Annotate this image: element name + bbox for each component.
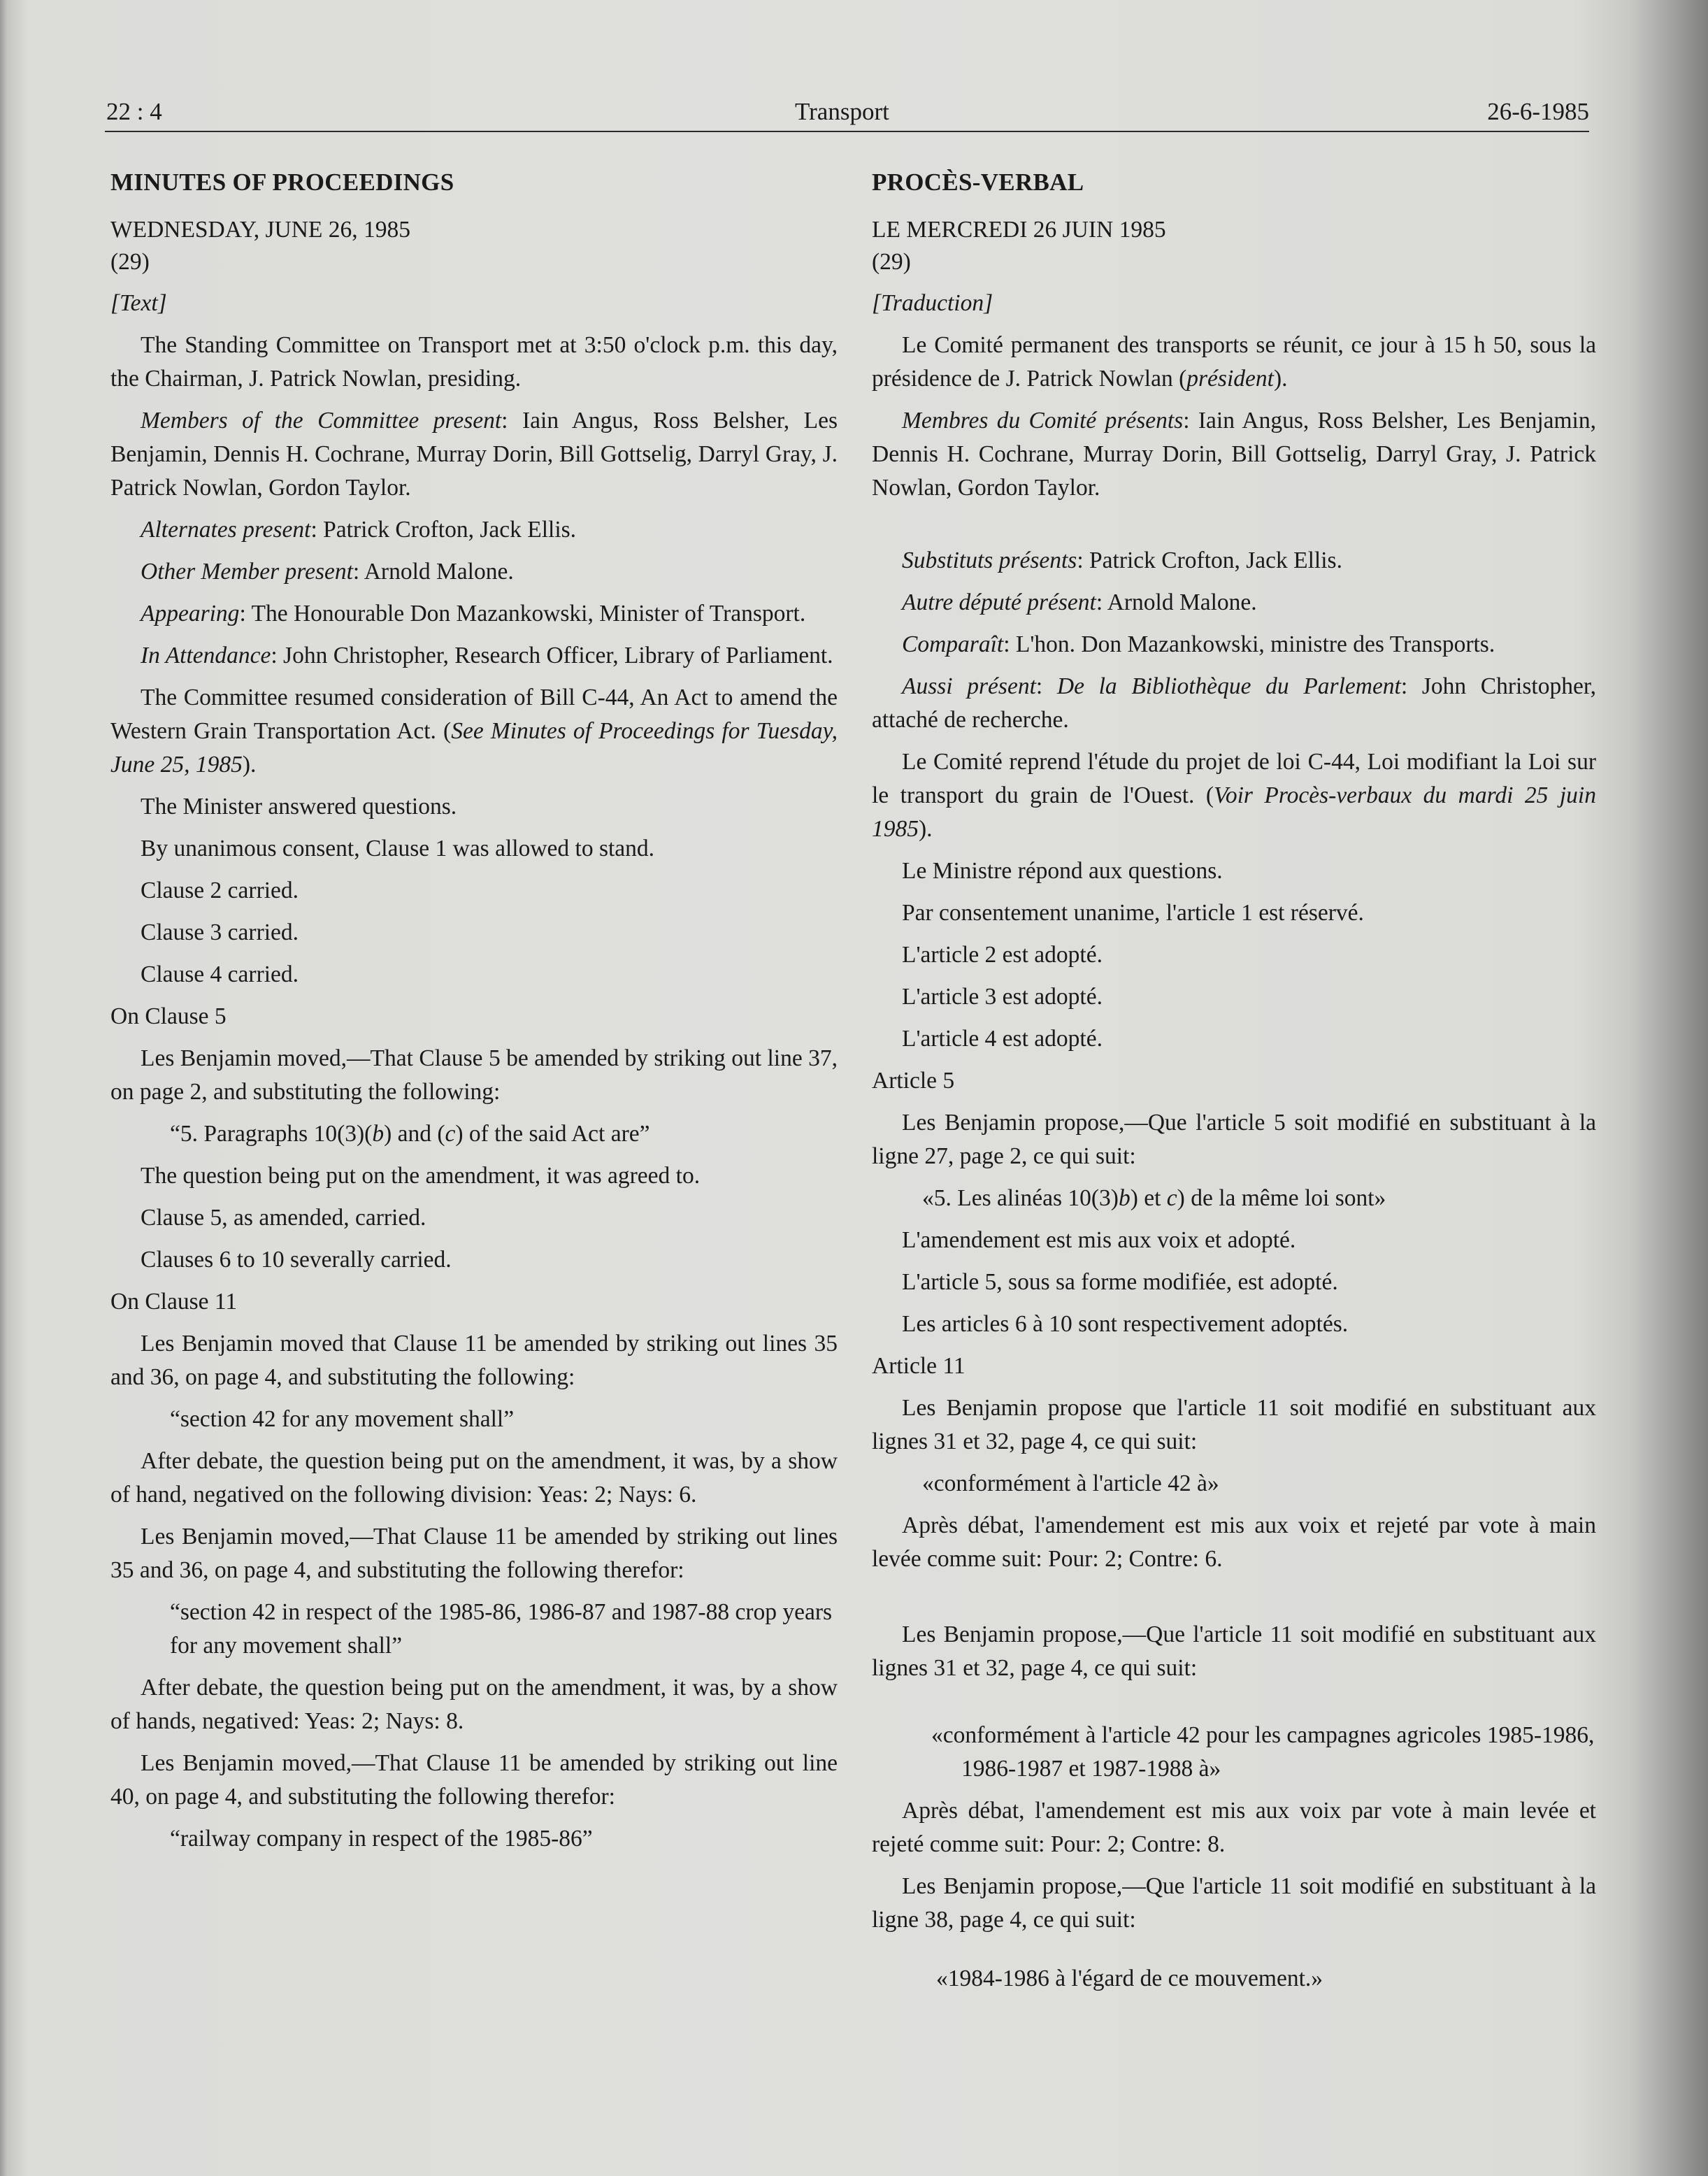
aussi-text: : John Christopher, attaché de recherche. <box>872 673 1597 733</box>
met-end: ). <box>1273 366 1288 392</box>
aussi-bibliotheque: De la Bibliothèque du Parlement <box>1056 673 1401 699</box>
english-on-clause5: On Clause 5 <box>110 1003 227 1029</box>
french-meeting-opening <box>872 329 1596 396</box>
french-art3: L'article 3 est adopté. <box>902 984 1103 1010</box>
alternates-label: Alternates present <box>141 517 311 543</box>
substituts-label: Substituts présents <box>902 547 1077 573</box>
quote5-part: “5. Paragraphs 10(3)( <box>170 1121 373 1147</box>
french-quote5 <box>872 1182 1596 1215</box>
quote5-part: ) of the said Act are” <box>455 1121 650 1147</box>
english-moved11c: Les Benjamin moved,—That Clause 11 be amended by striking out line 40, on page 4, and substituting the following therefor: <box>110 1750 838 1810</box>
alternates-list: : Patrick Crofton, Jack Ellis. <box>310 517 577 543</box>
autre-label: Autre député présent <box>902 589 1096 615</box>
french-date <box>872 214 1596 278</box>
attendance-label: In Attendance <box>141 643 271 668</box>
french-art4: L'article 4 est adopté. <box>902 1026 1103 1052</box>
quote5-part: ) et <box>1130 1185 1167 1211</box>
english-quote11b: “section 42 in respect of the 1985-86, 1986-87 and 1987-88 crop years for any movement shall” <box>170 1599 833 1659</box>
french-arts6-10: Les articles 6 à 10 sont respectivement adoptés. <box>902 1311 1349 1337</box>
page-date: 26-6-1985 <box>1487 98 1589 125</box>
french-amend5: L'amendement est mis aux voix et adopté. <box>902 1227 1296 1253</box>
members-list: : Iain Angus, Ross Belsher, Les Benjamin, Dennis H. Cochrane, Murray Dorin, Bill Gottselig, Darryl Gray, J. Patrick Nowlan, Gordon Taylor. <box>110 408 838 501</box>
english-attendance <box>110 639 838 673</box>
french-column <box>872 165 1596 2004</box>
french-propose5: Les Benjamin propose,—Que l'article 5 soit modifié en substituant à la ligne 27, page 2, ce qui suit: <box>872 1110 1596 1169</box>
french-propose11c: Les Benjamin propose,—Que l'article 11 soit modifié en substituant à la ligne 38, page 4, ce qui suit: <box>872 1873 1596 1933</box>
french-substituts <box>872 544 1596 578</box>
english-other-member <box>110 555 838 589</box>
english-moved5: Les Benjamin moved,—That Clause 5 be amended by striking out line 37, on page 2, and substituting the following: <box>110 1045 838 1105</box>
english-moved11a: Les Benjamin moved that Clause 11 be amended by striking out lines 35 and 36, on page 4, and substituting the following: <box>110 1331 838 1390</box>
reprend-reference: Voir Procès-verbaux du mardi 25 juin 1985 <box>872 782 1596 842</box>
quote5-c: c <box>1166 1185 1177 1211</box>
french-propose11b: Les Benjamin propose,—Que l'article 11 soit modifié en substituant aux lignes 31 et 32, page 4, ce qui suit: <box>872 1622 1596 1681</box>
header-rule <box>105 131 1589 132</box>
english-title: MINUTES OF PROCEEDINGS <box>110 169 454 196</box>
aussi-colon: : <box>1035 673 1057 699</box>
resumed-text: The Committee resumed consideration of Bill C-44, An Act to amend the Western Grain Transportation Act. ( <box>110 685 838 744</box>
english-meeting-opening: The Standing Committee on Transport met at 3:50 o'clock p.m. this day, the Chairman, J. Patrick Nowlan, presiding. <box>110 332 838 392</box>
french-reprend <box>872 745 1596 846</box>
reprend-text: Le Comité reprend l'étude du projet de loi C-44, Loi modifiant la Loi sur le transport du grain de l'Ouest. ( <box>872 749 1596 808</box>
english-moved11b: Les Benjamin moved,—That Clause 11 be amended by striking out lines 35 and 36, on page 4, and substituting the following therefor: <box>110 1524 838 1583</box>
english-clause2: Clause 2 carried. <box>141 878 299 903</box>
text-label: [Text] <box>110 290 167 316</box>
members-label: Members of the Committee present <box>141 408 502 434</box>
other-member-name: : Arnold Malone. <box>352 559 514 585</box>
comparait-label: Comparaît <box>902 631 1004 657</box>
page-number: 22 : 4 <box>106 98 162 125</box>
french-quote11b: «conformément à l'article 42 pour les campagnes agricoles 1985-1986, 1986-1987 et 1987-1988 à» <box>931 1722 1595 1782</box>
french-debat11b: Après débat, l'amendement est mis aux voix par vote à main levée et rejeté comme suit: Pour: 2; Contre: 8. <box>872 1798 1596 1857</box>
english-text-label <box>110 287 838 320</box>
english-clause5-carried: Clause 5, as amended, carried. <box>141 1205 426 1231</box>
english-clauses6-10: Clauses 6 to 10 severally carried. <box>141 1247 452 1273</box>
english-minister: The Minister answered questions. <box>141 794 457 819</box>
french-comparait <box>872 628 1596 661</box>
english-debate11a: After debate, the question being put on the amendment, it was, by a show of hand, negatived on the following division: Yeas: 2; Nays: 6. <box>110 1448 838 1508</box>
aussi-label: Aussi présent <box>902 673 1036 699</box>
english-question5: The question being put on the amendment, it was agreed to. <box>141 1163 701 1189</box>
english-column <box>110 165 838 1864</box>
quote5-part: «5. Les alinéas 10(3) <box>922 1185 1119 1211</box>
english-debate11b: After debate, the question being put on the amendment, it was, by a show of hands, negatived: Yeas: 2; Nays: 8. <box>110 1675 838 1734</box>
english-on-clause11: On Clause 11 <box>110 1289 238 1315</box>
french-date-line: LE MERCREDI 26 JUIN 1985 <box>872 217 1166 243</box>
membres-label: Membres du Comité présents <box>902 408 1184 434</box>
resumed-end: ). <box>242 752 257 778</box>
english-appearing <box>110 597 838 631</box>
french-quote11c: «1984-1986 à l'égard de ce mouvement.» <box>936 1966 1323 1991</box>
english-quote5 <box>110 1117 838 1151</box>
appearing-label: Appearing <box>141 601 240 627</box>
english-meeting-number: (29) <box>110 249 150 275</box>
substituts-list: : Patrick Crofton, Jack Ellis. <box>1077 547 1342 573</box>
english-consent: By unanimous consent, Clause 1 was allowed to stand. <box>141 836 655 861</box>
french-meeting-number: (29) <box>872 249 911 275</box>
english-date-line: WEDNESDAY, JUNE 26, 1985 <box>110 217 411 243</box>
met-text: Le Comité permanent des transports se réunit, ce jour à 15 h 50, sous la présidence de J. Patrick Nowlan ( <box>872 332 1596 392</box>
french-article11: Article 11 <box>872 1353 966 1379</box>
running-title: Transport <box>795 98 889 125</box>
english-clause4: Clause 4 carried. <box>141 961 299 987</box>
quote5-part: ) de la même loi sont» <box>1177 1185 1386 1211</box>
french-aussi-present <box>872 670 1596 737</box>
autre-name: : Arnold Malone. <box>1096 589 1257 615</box>
french-debat11a: Après débat, l'amendement est mis aux voix et rejeté par vote à main levée comme suit: Pour: 2; Contre: 6. <box>872 1512 1596 1572</box>
english-alternates <box>110 513 838 547</box>
french-members <box>872 404 1596 505</box>
met-president: président <box>1186 366 1274 392</box>
quote5-b: b <box>1118 1185 1131 1211</box>
french-art5-modifie: L'article 5, sous sa forme modifiée, est adopté. <box>902 1269 1338 1295</box>
quote5-b: b <box>372 1121 385 1147</box>
english-clause3: Clause 3 carried. <box>141 919 299 945</box>
traduction-label: [Traduction] <box>872 290 993 316</box>
french-ministre: Le Ministre répond aux questions. <box>902 858 1223 884</box>
comparait-text: : L'hon. Don Mazankowski, ministre des Transports. <box>1003 631 1495 657</box>
quote5-part: ) and ( <box>384 1121 445 1147</box>
english-quote11c: “railway company in respect of the 1985-86” <box>170 1826 593 1852</box>
quote5-c: c <box>445 1121 456 1147</box>
french-propose11a: Les Benjamin propose que l'article 11 soit modifié en substituant aux lignes 31 et 32, page 4, ce qui suit: <box>872 1395 1596 1454</box>
appearing-text: : The Honourable Don Mazankowski, Minister of Transport. <box>239 601 806 627</box>
french-text-label <box>872 287 1596 320</box>
english-quote11a: “section 42 for any movement shall” <box>170 1406 515 1432</box>
english-resumed <box>110 681 838 782</box>
french-art2: L'article 2 est adopté. <box>902 942 1103 968</box>
french-quote11a: «conformément à l'article 42 à» <box>922 1470 1219 1496</box>
resumed-reference: See Minutes of Proceedings for Tuesday, June 25, 1985 <box>110 718 838 778</box>
attendance-text: : John Christopher, Research Officer, Library of Parliament. <box>271 643 833 668</box>
english-date <box>110 214 838 278</box>
french-consent: Par consentement unanime, l'article 1 est réservé. <box>902 900 1364 926</box>
membres-list: : Iain Angus, Ross Belsher, Les Benjamin, Dennis H. Cochrane, Murray Dorin, Bill Gottselig, Darryl Gray, J. Patrick Nowlan, Gordon Taylor. <box>872 408 1596 501</box>
english-members <box>110 404 838 505</box>
french-title: PROCÈS-VERBAL <box>872 169 1084 196</box>
other-member-label: Other Member present <box>141 559 353 585</box>
reprend-end: ). <box>919 816 933 842</box>
french-article5: Article 5 <box>872 1068 955 1094</box>
french-autre-depute <box>872 586 1596 620</box>
